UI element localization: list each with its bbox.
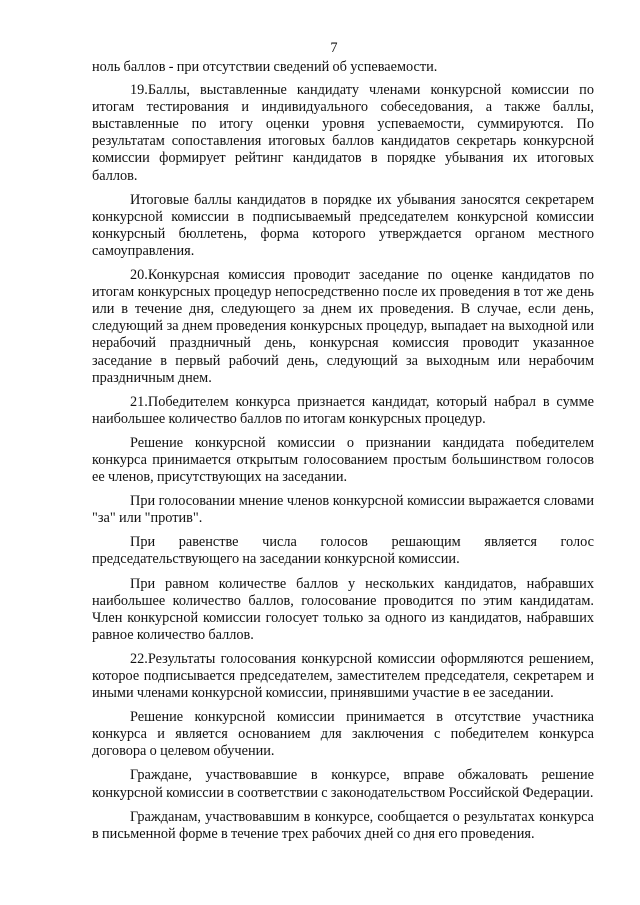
paragraph-1: 19.Баллы, выставленные кандидату членами конкурсной комиссии по итогам тестирования и индивидуального собеседования, а также баллы, выставленные по итогу оценки уровня успеваемости, суммируются. По результатам сопоставления итоговых баллов кандидатов секретарь конкурсной комиссии формирует рейтинг кандидатов в порядке убывания их итоговых баллов. bbox=[92, 82, 594, 184]
paragraph-5: Решение конкурсной комиссии о признании кандидата победителем конкурса принимается открытым голосованием простым большинством голосов ее членов, присутствующих на заседании. bbox=[92, 434, 594, 486]
paragraph-6: При голосовании мнение членов конкурсной комиссии выражается словами "за" или "против". bbox=[92, 493, 594, 527]
paragraph-2: Итоговые баллы кандидатов в порядке их убывания заносятся секретарем конкурсной комиссии в подписываемый председателем конкурсной комиссии конкурсный бюллетень, форма которого утверждается органом местного самоуправления. bbox=[92, 191, 594, 259]
paragraph-8: При равном количестве баллов у нескольких кандидатов, набравших наибольшее количество баллов, голосование проводится по этим кандидатам. Член конкурсной комиссии голосует только за одного из кандидатов, набравших равное количество баллов. bbox=[92, 575, 594, 643]
paragraph-7: При равенстве числа голосов решающим является голос председательствующего на заседании конкурсной комиссии. bbox=[92, 534, 594, 568]
paragraph-3: 20.Конкурсная комиссия проводит заседание по оценке кандидатов по итогам конкурсных процедур непосредственно после их проведения в тот же день или в течение дня, следующего за днем их проведения. В случае, если день, следующий за днем проведения конкурсных процедур, выпадает на выходной или нерабочий праздничный день, конкурсная комиссия проводит указанное заседание в первый рабочий день, следующий за выходным или нерабочим праздничным днем. bbox=[92, 267, 594, 386]
paragraph-12: Гражданам, участвовавшим в конкурсе, сообщается о результатах конкурса в письменной форме в течение трех рабочих дней со дня его проведения. bbox=[92, 808, 594, 842]
paragraph-11: Граждане, участвовавшие в конкурсе, вправе обжаловать решение конкурсной комиссии в соответствии с законодательством Российской Федерации. bbox=[92, 767, 594, 801]
paragraph-4: 21.Победителем конкурса признается кандидат, который набрал в сумме наибольшее количество баллов по итогам конкурсных процедур. bbox=[92, 393, 594, 427]
page-number: 7 bbox=[330, 40, 338, 56]
paragraph-0: ноль баллов - при отсутствии сведений об успеваемости. bbox=[92, 59, 438, 75]
paragraph-9: 22.Результаты голосования конкурсной комиссии оформляются решением, которое подписывается председателем, заместителем председателя, секретарем и иными членами конкурсной комиссии, принявшими участие в ее заседании. bbox=[92, 650, 594, 702]
document-body bbox=[92, 59, 594, 850]
paragraph-10: Решение конкурсной комиссии принимается в отсутствие участника конкурса и является основанием для заключения с победителем конкурса договора о целевом обучении. bbox=[92, 709, 594, 760]
